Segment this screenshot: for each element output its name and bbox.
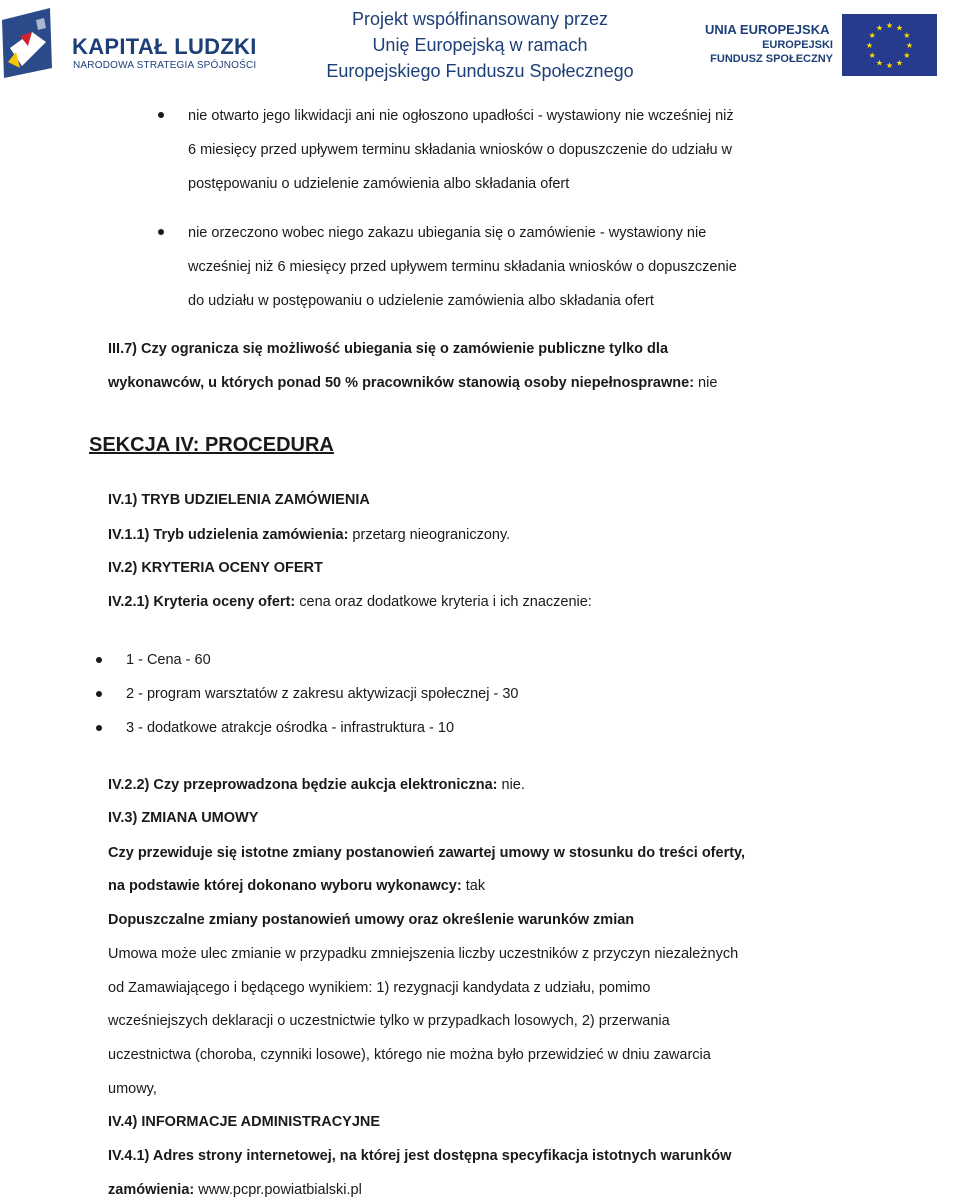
svg-text:★: ★ bbox=[875, 23, 884, 33]
iv41-line: IV.4.1) Adres strony internetowej, na której jest dostępna specyfikacja istotnych warunków bbox=[108, 1148, 732, 1164]
svg-text:★: ★ bbox=[903, 51, 911, 60]
section-heading: SEKCJA IV: PROCEDURA bbox=[89, 434, 334, 456]
iv4-heading: IV.4) INFORMACJE ADMINISTRACYJNE bbox=[108, 1114, 381, 1130]
project-cofinancing-note bbox=[320, 6, 640, 82]
iv41-address bbox=[108, 1180, 362, 1200]
svg-text:★: ★ bbox=[905, 41, 914, 50]
bullet-line: do udziału w postępowaniu o udzielenie zamówienia albo składania ofert bbox=[188, 293, 654, 309]
iv3-heading: IV.3) ZMIANA UMOWY bbox=[108, 810, 259, 826]
field-label: zamówienia: bbox=[108, 1182, 195, 1198]
iv3-text-line: od Zamawiającego i będącego wynikiem: 1) rezygnacji kandydata z udziału, pomimo bbox=[108, 980, 651, 996]
field-value: nie. bbox=[497, 777, 525, 793]
answer-value: nie bbox=[694, 375, 718, 391]
bullet-icon bbox=[96, 725, 102, 731]
iv3-subheading: Dopuszczalne zmiany postanowień umowy oraz określenie warunków zmian bbox=[108, 912, 635, 928]
bullet-icon bbox=[96, 657, 102, 663]
answer-label: wykonawców, u których ponad 50 % pracowników stanowią osoby niepełnosprawne: bbox=[108, 375, 695, 391]
iv11-line bbox=[108, 525, 510, 545]
field-value: cena oraz dodatkowe kryteria i ich znaczenie: bbox=[295, 594, 592, 610]
iv1-heading: IV.1) TRYB UDZIELENIA ZAMÓWIENIA bbox=[108, 492, 370, 508]
svg-text:★: ★ bbox=[885, 21, 894, 30]
project-line: Projekt współfinansowany przez bbox=[351, 9, 609, 29]
svg-text:★: ★ bbox=[895, 58, 904, 68]
bullet-item bbox=[188, 106, 868, 194]
criteria-item: 2 - program warsztatów z zakresu aktywizacji społecznej - 30 bbox=[126, 686, 519, 702]
iv3-answer bbox=[108, 876, 485, 896]
bullet-line: 6 miesięcy przed upływem terminu składania wniosków o dopuszczenie do udziału w bbox=[188, 142, 733, 158]
iv2-heading: IV.2) KRYTERIA OCENY OFERT bbox=[108, 560, 323, 576]
kapital-ludzki-subtitle: NARODOWA STRATEGIA SPÓJNOŚCI bbox=[73, 60, 257, 71]
kapital-ludzki-logo bbox=[2, 8, 58, 78]
bullet-icon bbox=[96, 691, 102, 697]
iv22-line bbox=[108, 775, 525, 795]
iv3-text-line: Umowa może ulec zmianie w przypadku zmniejszenia liczby uczestników z przyczyn niezależnych bbox=[108, 946, 739, 962]
eu-subtitle-line: FUNDUSZ SPOŁECZNY bbox=[710, 53, 833, 65]
field-value: przetarg nieograniczony. bbox=[348, 527, 511, 543]
field-value: tak bbox=[461, 878, 486, 894]
bullet-line: nie otwarto jego likwidacji ani nie ogłoszono upadłości - wystawiony nie wcześniej niż bbox=[188, 108, 734, 124]
iv3-text-line: uczestnictwa (choroba, czynniki losowe), którego nie można było przewidzieć w dniu zawarcia bbox=[108, 1047, 711, 1063]
field-label: IV.1.1) Tryb udzielenia zamówienia: bbox=[108, 527, 349, 543]
page-header bbox=[0, 0, 960, 82]
svg-text:★: ★ bbox=[885, 61, 894, 70]
svg-text:★: ★ bbox=[895, 23, 904, 33]
eu-flag-icon bbox=[842, 14, 937, 76]
svg-text:★: ★ bbox=[868, 51, 876, 60]
eu-title: UNIA EUROPEJSKA bbox=[705, 22, 830, 37]
project-line: Unię Europejską w ramach bbox=[372, 35, 588, 55]
bullet-line: wcześniej niż 6 miesięcy przed upływem terminu składania wniosków o dopuszczenie bbox=[188, 259, 737, 275]
criteria-item: 1 - Cena - 60 bbox=[126, 652, 211, 668]
bullet-item bbox=[188, 223, 868, 311]
iv3-text-line: umowy, bbox=[108, 1081, 157, 1097]
bullet-icon bbox=[158, 229, 164, 235]
criteria-item: 3 - dodatkowe atrakcje ośrodka - infrastruktura - 10 bbox=[126, 720, 455, 736]
field-label: IV.2.1) Kryteria oceny ofert: bbox=[108, 594, 296, 610]
website-url: www.pcpr.powiatbialski.pl bbox=[194, 1182, 362, 1198]
iv3-question: Czy przewiduje się istotne zmiany postanowień zawartej umowy w stosunku do treści oferty, bbox=[108, 845, 746, 861]
eu-subtitle-line: EUROPEJSKI bbox=[762, 39, 833, 51]
svg-text:★: ★ bbox=[875, 58, 884, 68]
eu-subtitle bbox=[698, 38, 833, 66]
svg-text:★: ★ bbox=[868, 31, 876, 40]
bullet-line: nie orzeczono wobec niego zakazu ubiegania się o zamówienie - wystawiony nie bbox=[188, 225, 707, 241]
bullet-icon bbox=[158, 112, 164, 118]
field-label: na podstawie której dokonano wyboru wykonawcy: bbox=[108, 878, 462, 894]
bullet-line: postępowaniu o udzielenie zamówienia albo składania ofert bbox=[188, 176, 570, 192]
svg-text:★: ★ bbox=[865, 41, 874, 50]
svg-text:★: ★ bbox=[903, 31, 911, 40]
field-label: IV.2.2) Czy przeprowadzona będzie aukcja elektroniczna: bbox=[108, 777, 498, 793]
section-iii7-question: III.7) Czy ogranicza się możliwość ubiegania się o zamówienie publiczne tylko dla bbox=[108, 341, 669, 357]
iv21-line bbox=[108, 592, 592, 612]
project-line: Europejskiego Funduszu Społecznego bbox=[326, 61, 634, 81]
kapital-ludzki-title: KAPITAŁ LUDZKI bbox=[72, 34, 257, 59]
section-iii7-answer bbox=[108, 373, 717, 393]
iv3-text-line: wcześniejszych deklaracji o uczestnictwie tylko w przypadkach losowych, 2) przerwania bbox=[108, 1013, 670, 1029]
